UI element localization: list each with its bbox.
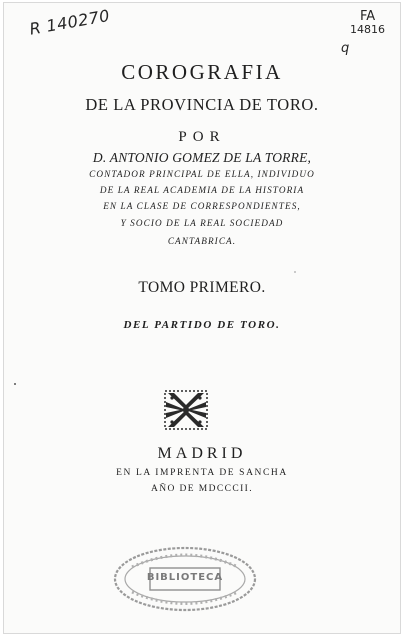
by-line: POR — [178, 129, 226, 145]
author-description-line: DE LA REAL ACADEMIA DE LA HISTORIA — [99, 185, 305, 195]
handwritten-shelfmark-fa: FA — [360, 9, 376, 24]
imprint-city: MADRID — [157, 445, 247, 462]
book-subtitle: DE LA PROVINCIA DE TORO. — [85, 95, 319, 114]
author-description-line: Y SOCIO DE LA REAL SOCIEDAD — [120, 218, 284, 228]
volume-label: TOMO PRIMERO. — [138, 279, 266, 296]
printers-ornament-icon — [164, 390, 208, 430]
author-description-line: CANTABRICA. — [167, 236, 237, 246]
library-stamp-label: BIBLIOTECA — [146, 572, 224, 583]
part-label: DEL PARTIDO DE TORO. — [123, 319, 281, 331]
author-description-line: CONTADOR PRINCIPAL DE ELLA, INDIVIDUO — [89, 169, 315, 179]
paper-speck — [294, 271, 296, 273]
paper-speck — [14, 383, 16, 385]
author-description-line: EN LA CLASE DE CORRESPONDIENTES, — [103, 201, 301, 211]
book-title: COROGRAFIA — [121, 60, 283, 84]
handwritten-shelfmark-q: q — [341, 41, 350, 56]
imprint-printer: EN LA IMPRENTA DE SANCHA — [116, 468, 288, 478]
book-title-page — [3, 2, 401, 634]
handwritten-shelfmark-left: R 140270 — [28, 5, 112, 39]
handwritten-shelfmark-number: 14816 — [350, 23, 385, 36]
author-name: D. ANTONIO GOMEZ DE LA TORRE, — [92, 150, 312, 165]
imprint-year: AÑO DE MDCCCII. — [150, 484, 253, 494]
library-stamp — [112, 545, 258, 613]
